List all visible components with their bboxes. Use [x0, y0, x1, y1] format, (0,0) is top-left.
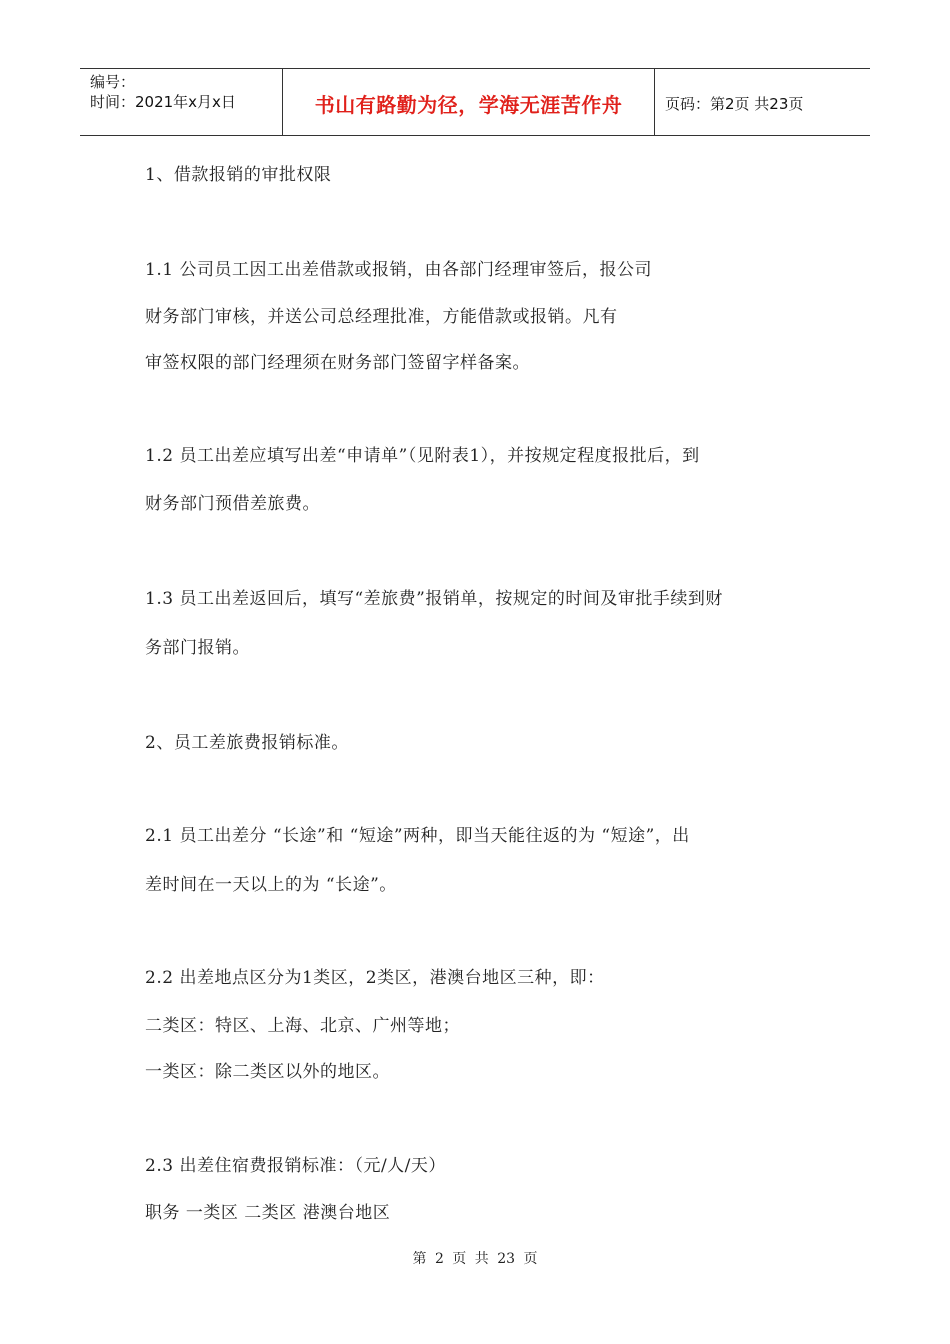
paragraph-line: 财务部门预借差旅费。 — [145, 494, 320, 514]
header-motto-cell — [282, 69, 655, 135]
document-number-label: 编号： — [90, 73, 136, 91]
header-page-info: 页码：第2页 共23页 — [665, 95, 804, 113]
header-motto: 书山有路勤为径，学海无涯苦作舟 — [314, 93, 623, 117]
table-header-line: 职务 一类区 二类区 港澳台地区 — [145, 1203, 391, 1223]
paragraph-line: 1.2 员工出差应填写出差“申请单”（见附表1），并按规定程度报批后，到 — [145, 446, 700, 466]
header-page-cell — [655, 69, 870, 135]
paragraph-line: 差时间在一天以上的为 “长途”。 — [145, 875, 397, 895]
paragraph-line: 务部门报销。 — [145, 638, 250, 658]
document-date: 时间：2021年x月x日 — [90, 93, 236, 111]
section-heading-1: 1、借款报销的审批权限 — [145, 165, 332, 185]
paragraph-line: 财务部门审核，并送公司总经理批准，方能借款或报销。凡有 — [145, 307, 618, 327]
paragraph-line: 1.1 公司员工因工出差借款或报销，由各部门经理审签后，报公司 — [145, 260, 652, 280]
paragraph-line: 二类区：特区、上海、北京、广州等地； — [145, 1016, 460, 1036]
paragraph-line: 一类区：除二类区以外的地区。 — [145, 1062, 390, 1082]
section-heading-2: 2、员工差旅费报销标准。 — [145, 733, 349, 753]
page-footer: 第 2 页 共 23 页 — [412, 1251, 538, 1267]
page-header — [80, 68, 870, 136]
paragraph-line: 1.3 员工出差返回后，填写“差旅费”报销单，按规定的时间及审批手续到财 — [145, 589, 723, 609]
paragraph-line: 2.1 员工出差分 “长途”和 “短途”两种，即当天能往返的为 “短途”，出 — [145, 826, 690, 846]
paragraph-line: 审签权限的部门经理须在财务部门签留字样备案。 — [145, 353, 530, 373]
paragraph-line: 2.3 出差住宿费报销标准：（元/人/天） — [145, 1156, 446, 1176]
paragraph-line: 2.2 出差地点区分为1类区，2类区，港澳台地区三种，即： — [145, 968, 605, 988]
header-meta-cell — [80, 69, 282, 135]
